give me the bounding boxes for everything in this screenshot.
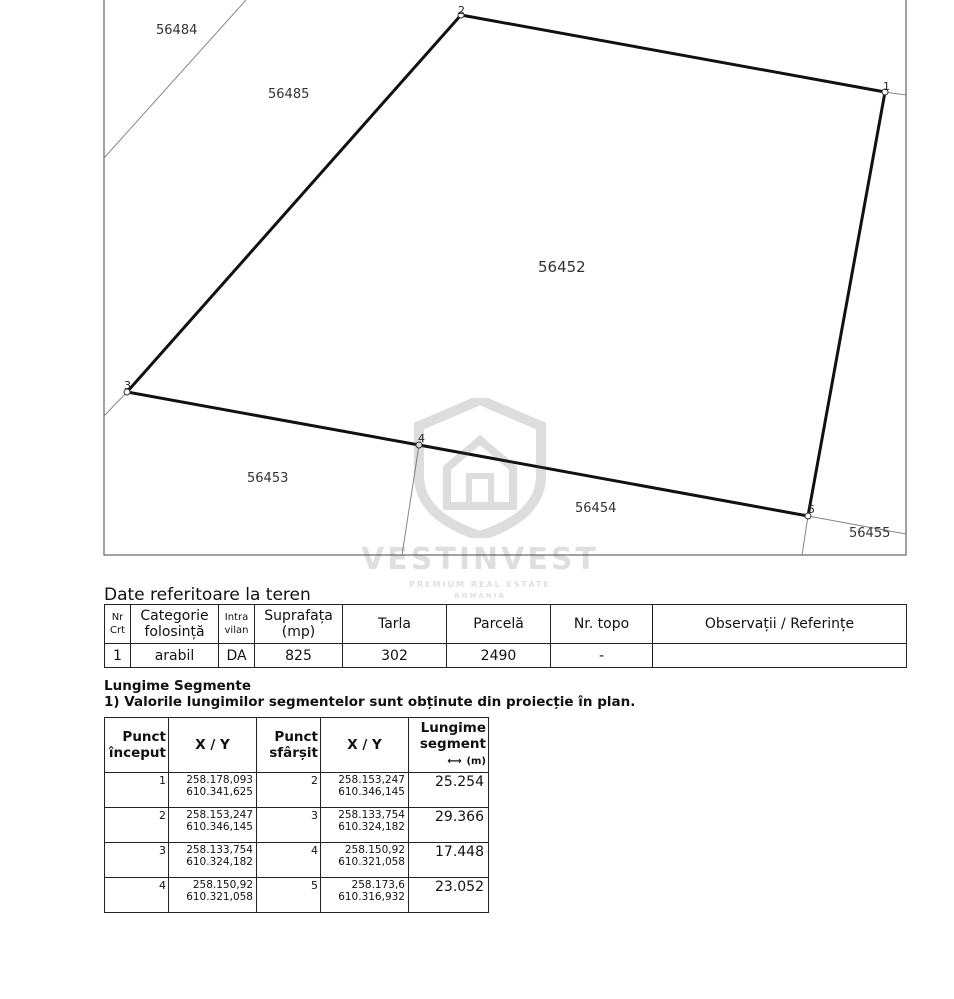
point-label-2: 2	[458, 4, 465, 17]
cell-suprafata: 825	[255, 644, 343, 668]
cell-intravilan: DA	[219, 644, 255, 668]
header-suprafata: Suprafața (mp)	[255, 605, 343, 644]
header-parcela: Parcelă	[447, 605, 551, 644]
neighbor-parcel-label: 56485	[268, 87, 310, 102]
cell-start-xy: 258.133,754 610.324,182	[169, 843, 257, 878]
cell-end: 4	[257, 843, 321, 878]
cell-length: 23.052	[409, 878, 489, 913]
point-label-1: 1	[883, 80, 890, 93]
cell-nr-topo: -	[551, 644, 653, 668]
neighbor-parcel-label: 56484	[156, 23, 198, 38]
neighbor-parcel-label: 56454	[575, 501, 617, 516]
teren-section-title: Date referitoare la teren	[104, 585, 311, 605]
segments-table	[104, 717, 489, 913]
cell-end-xy: 258.150,92 610.321,058	[321, 843, 409, 878]
neighbor-boundary-line	[104, 392, 127, 416]
cell-end: 5	[257, 878, 321, 913]
table-row	[105, 808, 489, 843]
cell-start-xy: 258.150,92 610.321,058	[169, 878, 257, 913]
segments-header-row	[105, 718, 489, 773]
cell-tarla: 302	[343, 644, 447, 668]
segments-title: Lungime Segmente	[104, 678, 252, 694]
table-row	[105, 878, 489, 913]
cell-end-xy: 258.133,754 610.324,182	[321, 808, 409, 843]
watermark-name: VESTINVEST	[361, 542, 599, 577]
cell-parcela: 2490	[447, 644, 551, 668]
header-categorie: Categorie folosință	[131, 605, 219, 644]
cell-length: 17.448	[409, 843, 489, 878]
watermark-tagline: PREMIUM REAL ESTATE	[409, 580, 551, 589]
table-row	[105, 644, 907, 668]
header-lungime: Lungime segment ⟷ (m)	[409, 718, 489, 773]
main-parcel-outline	[127, 15, 885, 516]
header-intravilan: Intra vilan	[219, 605, 255, 644]
plan-frame	[104, 0, 906, 555]
neighbor-parcel-label: 56455	[849, 526, 891, 541]
cell-start: 1	[105, 773, 169, 808]
neighbor-parcel-label: 56453	[247, 471, 289, 486]
cell-categorie: arabil	[131, 644, 219, 668]
point-label-3: 3	[124, 379, 131, 392]
double-arrow-icon: ⟷	[447, 756, 462, 767]
point-label-4: 4	[418, 432, 425, 445]
teren-table	[104, 604, 907, 668]
cell-nr: 1	[105, 644, 131, 668]
cell-start: 2	[105, 808, 169, 843]
header-observatii: Observații / Referințe	[653, 605, 907, 644]
neighbor-boundary-line	[402, 445, 419, 555]
watermark-country: ROMÂNIA	[454, 592, 506, 600]
cell-start-xy: 258.178,093 610.341,625	[169, 773, 257, 808]
cell-length: 29.366	[409, 808, 489, 843]
table-row	[105, 773, 489, 808]
cell-end: 2	[257, 773, 321, 808]
header-tarla: Tarla	[343, 605, 447, 644]
cell-length: 25.254	[409, 773, 489, 808]
neighbor-boundary-line	[802, 516, 808, 555]
cell-observatii	[653, 644, 907, 668]
table-row	[105, 843, 489, 878]
header-punct-sfarsit: Punct sfârșit	[257, 718, 321, 773]
cell-end-xy: 258.173,6 610.316,932	[321, 878, 409, 913]
header-xy-end: X / Y	[321, 718, 409, 773]
segments-note: 1) Valorile lungimilor segmentelor sunt obținute din proiecție în plan.	[104, 694, 636, 710]
cell-end: 3	[257, 808, 321, 843]
teren-header-row	[105, 605, 907, 644]
cell-start: 4	[105, 878, 169, 913]
header-nr-crt: Nr Crt	[105, 605, 131, 644]
header-punct-inceput: Punct început	[105, 718, 169, 773]
header-xy-start: X / Y	[169, 718, 257, 773]
cell-end-xy: 258.153,247 610.346,145	[321, 773, 409, 808]
cell-start-xy: 258.153,247 610.346,145	[169, 808, 257, 843]
header-nr-topo: Nr. topo	[551, 605, 653, 644]
point-label-5: 5	[808, 503, 815, 516]
cell-start: 3	[105, 843, 169, 878]
main-parcel-label: 56452	[538, 258, 586, 276]
